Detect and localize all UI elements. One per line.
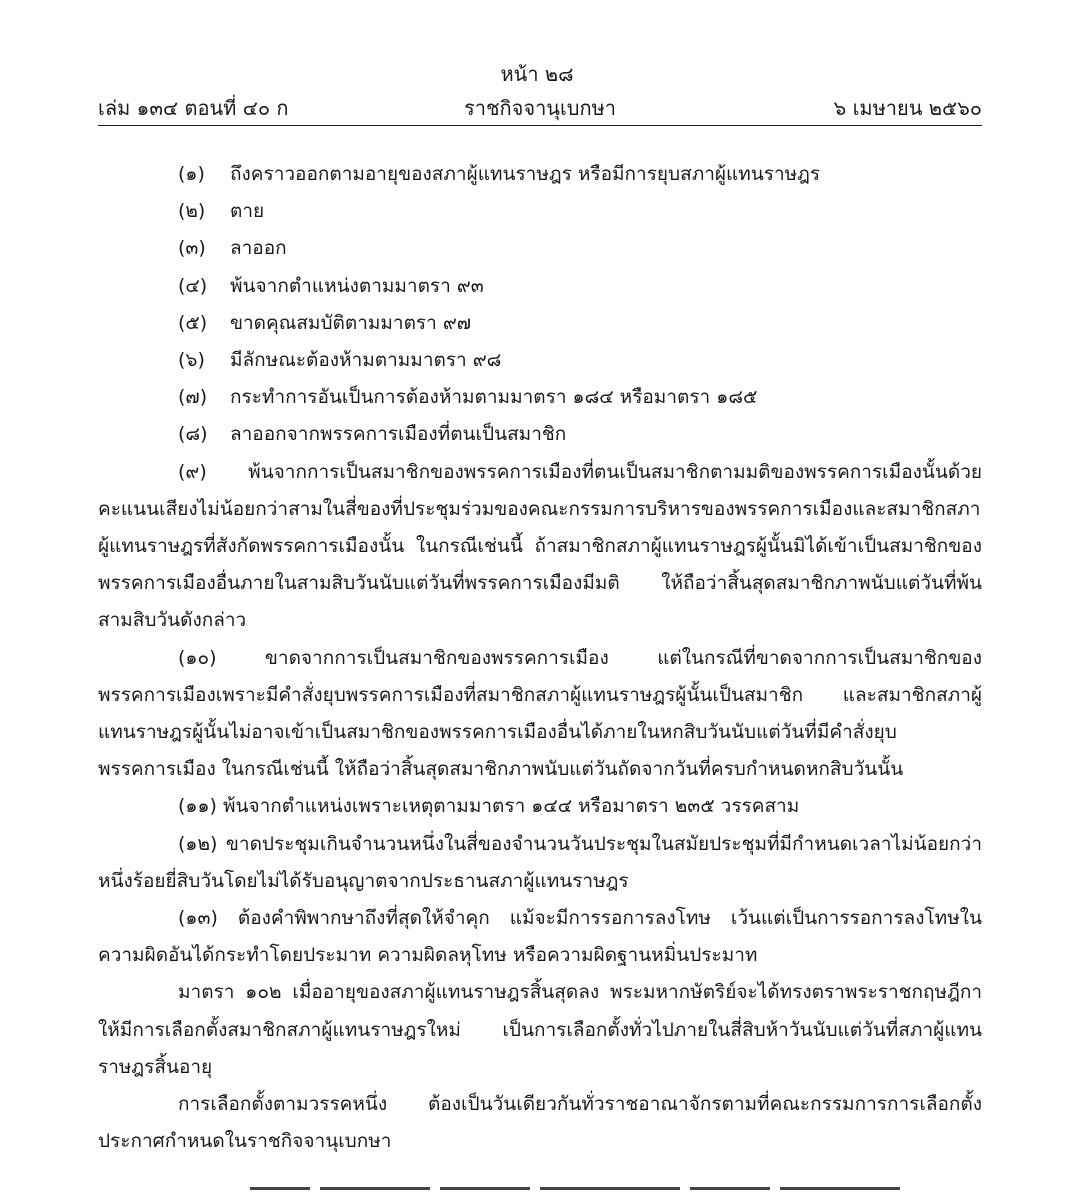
paragraph-item-10: (๑๐) ขาดจากการเป็นสมาชิกของพรรคการเมือง แต่ในกรณีที่ขาดจากการเป็นสมาชิกของพรรคการเมืองเพราะมีคำสั่งยุบพรรคการเมืองที่สมาชิกสภาผู้แทนราษฎรผู้นั้นเป็นสมาชิก และสมาชิกสภาผู้แทนราษฎรผู้นั้นไม่อาจเข้าเป็นสมาชิกของพรรคการเมืองอื่นได้ภายในหกสิบวันนับแต่วันที่มีคำสั่งยุบพรรคการเมือง ในกรณีเช่นนี้ ให้ถือว่าสิ้นสุดสมาชิกภาพนับแต่วันถัดจากวันที่ครบกำหนดหกสิบวันนั้น xyxy=(98,646,982,781)
cut-off-text-line xyxy=(250,1183,970,1192)
list-item: (๖) มีลักษณะต้องห้ามตามมาตรา ๙๘ xyxy=(178,349,502,372)
section-102-paragraph-2: การเลือกตั้งตามวรรคหนึ่ง ต้องเป็นวันเดียวกันทั่วราชอาณาจักรตามที่คณะกรรมการการเลือกตั้งประกาศกำหนดในราชกิจจานุเบกษา xyxy=(98,1093,982,1153)
header-divider xyxy=(98,125,982,126)
list-item: (๗) กระทำการอันเป็นการต้องห้ามตามมาตรา ๑๘๔ หรือมาตรา ๑๘๕ xyxy=(178,386,758,409)
volume-issue: เล่ม ๑๓๔ ตอนที่ ๔๐ ก xyxy=(98,96,289,120)
list-item: (๓) ลาออก xyxy=(178,237,287,260)
list-item: (๒) ตาย xyxy=(178,200,265,223)
document-body xyxy=(98,156,982,1160)
paragraph-item-9: (๙) พ้นจากการเป็นสมาชิกของพรรคการเมืองที่ตนเป็นสมาชิกตามมติของพรรคการเมืองนั้นด้วยคะแนนเสียงไม่น้อยกว่าสามในสี่ของที่ประชุมร่วมของคณะกรรมการบริหารของพรรคการเมืองและสมาชิกสภาผู้แทนราษฎรที่สังกัดพรรคการเมืองนั้น ในกรณีเช่นนี้ ถ้าสมาชิกสภาผู้แทนราษฎรผู้นั้นมิได้เข้าเป็นสมาชิกของพรรคการเมืองอื่นภายในสามสิบวันนับแต่วันที่พรรคการเมืองมีมติ ให้ถือว่าสิ้นสุดสมาชิกภาพนับแต่วันที่พ้นสามสิบวันดังกล่าว xyxy=(98,460,982,632)
running-header xyxy=(98,92,982,120)
paragraph-item-12: (๑๒) ขาดประชุมเกินจำนวนหนึ่งในสี่ของจำนวนวันประชุมในสมัยประชุมที่มีกำหนดเวลาไม่น้อยกว่าหนึ่งร้อยยี่สิบวันโดยไม่ได้รับอนุญาตจากประธานสภาผู้แทนราษฎร xyxy=(98,832,982,892)
list-item: (๕) ขาดคุณสมบัติตามมาตรา ๙๗ xyxy=(178,311,472,334)
list-item: (๔) พ้นจากตำแหน่งตามมาตรา ๙๓ xyxy=(178,274,484,297)
paragraph-item-13: (๑๓) ต้องคำพิพากษาถึงที่สุดให้จำคุก แม้จะมีการรอการลงโทษ เว้นแต่เป็นการรอการลงโทษในความผิดอันได้กระทำโดยประมาท ความผิดลหุโทษ หรือความผิดฐานหมิ่นประมาท xyxy=(98,907,982,967)
list-item: (๘) ลาออกจากพรรคการเมืองที่ตนเป็นสมาชิก xyxy=(178,423,567,446)
list-item: (๑) ถึงคราวออกตามอายุของสภาผู้แทนราษฎร หรือมีการยุบสภาผู้แทนราษฎร xyxy=(178,163,821,185)
paragraph-item-11: (๑๑) พ้นจากตำแหน่งเพราะเหตุตามมาตรา ๑๔๔ หรือมาตรา ๒๓๕ วรรคสาม xyxy=(178,795,800,818)
publication-title: ราชกิจจานุเบกษา xyxy=(463,96,617,120)
section-102: มาตรา ๑๐๒ เมื่ออายุของสภาผู้แทนราษฎรสิ้นสุดลง พระมหากษัตริย์จะได้ทรงตราพระราชกฤษฎีกาให้มีการเลือกตั้งสมาชิกสภาผู้แทนราษฎรใหม่ เป็นการเลือกตั้งทั่วไปภายในสี่สิบห้าวันนับแต่วันที่สภาผู้แทนราษฎรสิ้นอายุ xyxy=(98,981,982,1078)
page-number: หน้า ๒๘ xyxy=(500,62,574,86)
publication-date: ๖ เมษายน ๒๕๖๐ xyxy=(833,96,982,120)
